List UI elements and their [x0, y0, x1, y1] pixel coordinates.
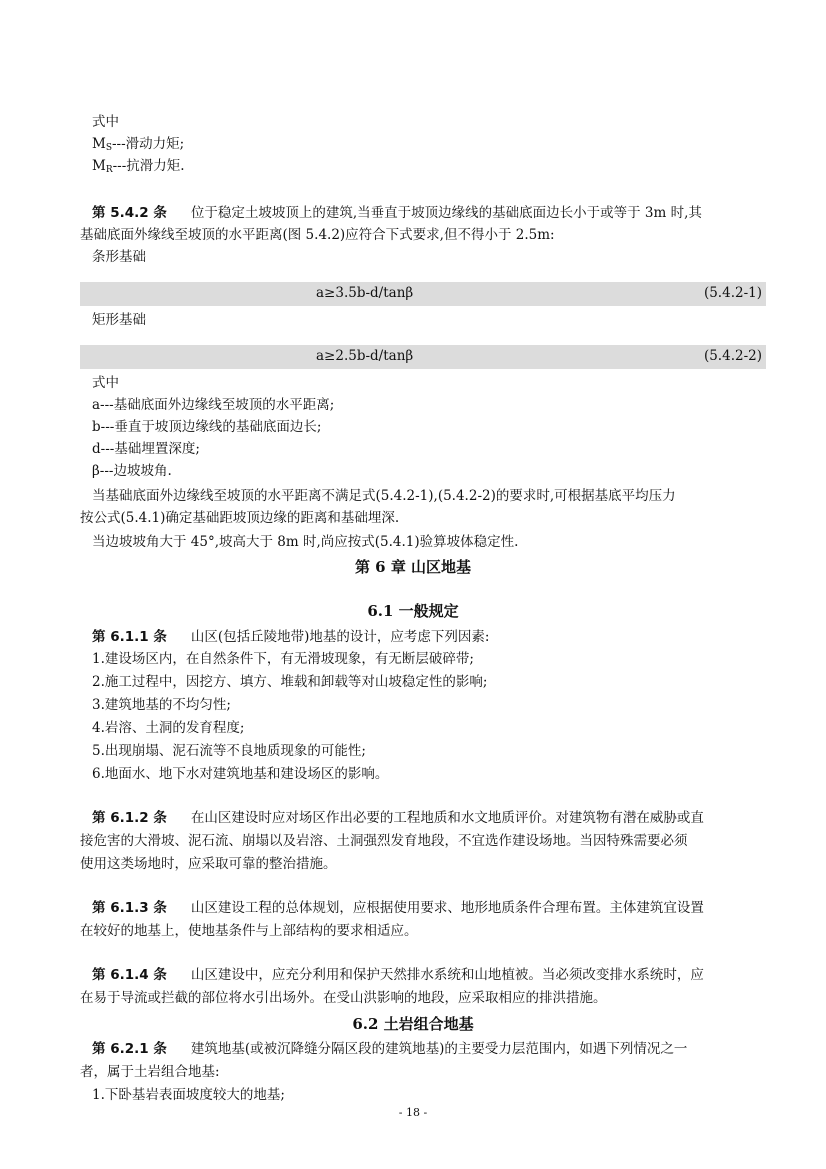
article-text: 山区建设工程的总体规划，应根据使用要求、地形地质条件合理布置。主体建筑宜设置: [190, 900, 704, 916]
article-5-4-2-line1: [92, 204, 702, 222]
article-6-1-2-line1: [92, 809, 704, 827]
article-text: 建筑地基(或被沉降缝分隔区段的建筑地基)的主要受力层范围内，如遇下列情况之一: [190, 1041, 688, 1057]
list-item: 1.下卧基岩表面坡度较大的地基;: [92, 1087, 285, 1103]
article-6-1-2-line3: 使用这类场地时，应采取可靠的整治措施。: [80, 856, 337, 872]
subscript: S: [105, 143, 112, 153]
article-label: 第 6.2.1 条: [92, 1041, 167, 1057]
article-6-2-1-line1: [92, 1040, 687, 1058]
article-6-1-4-line1: [92, 966, 704, 984]
article-6-1-2-line2: 接危害的大滑坡、泥石流、崩塌以及岩溶、土洞强烈发育地段，不宜选作建设场地。当因特殊需要必须: [80, 833, 688, 849]
article-text: 位于稳定土坡坡顶上的建筑,当垂直于坡顶边缘线的基础底面边长小于或等于 3m 时,其: [190, 205, 702, 221]
article-text: 山区(包括丘陵地带)地基的设计，应考虑下列因素:: [190, 629, 490, 645]
article-label: 第 6.1.4 条: [92, 967, 167, 983]
symbol: M: [92, 136, 106, 152]
list-item: 2.施工过程中，因挖方、填方、堆载和卸载等对山坡稳定性的影响;: [92, 674, 488, 690]
symbol: M: [92, 158, 106, 174]
article-5-4-2-line2: 基础底面外缘线至坡顶的水平距离(图 5.4.2)应符合下式要求,但不得小于 2.5m:: [80, 227, 555, 243]
equation-number: (5.4.2-2): [703, 348, 762, 364]
variable-ms: [92, 135, 184, 157]
subscript: R: [105, 165, 113, 175]
equation-5-4-2-2: [80, 345, 766, 369]
where-label-2: 式中: [92, 375, 119, 391]
definition: ---抗滑力矩.: [112, 158, 185, 174]
list-item: 4.岩溶、土洞的发育程度;: [92, 720, 245, 736]
list-item: 6.地面水、地下水对建筑地基和建设场区的影响。: [92, 766, 389, 782]
variable-d: d---基础埋置深度;: [92, 441, 200, 457]
formula: a≥3.5b-d/tanβ: [316, 285, 414, 301]
article-6-1-3-line2: 在较好的地基上，使地基条件与上部结构的要求相适应。: [80, 923, 418, 939]
article-label: 第 6.1.3 条: [92, 900, 167, 916]
article-6-1-4-line2: 在易于导流或拦截的部位将水引出场外。在受山洪影响的地段，应采取相应的排洪措施。: [80, 990, 607, 1006]
article-6-1-3-line1: [92, 899, 704, 917]
variable-a: a---基础底面外边缘线至坡顶的水平距离;: [92, 397, 335, 413]
rect-foundation-label: 矩形基础: [92, 312, 146, 328]
article-label: 第 5.4.2 条: [92, 205, 167, 221]
list-item: 3.建筑地基的不均匀性;: [92, 697, 231, 713]
section-6-1-title: 6.1 一般规定: [367, 602, 459, 620]
paragraph-1-line1: 当基础底面外边缘线至坡顶的水平距离不满足式(5.4.2-1),(5.4.2-2)的要求时,可根据基底平均压力: [92, 488, 676, 504]
list-item: 5.出现崩塌、泥石流等不良地质现象的可能性;: [92, 743, 366, 759]
list-item: 1.建设场区内，在自然条件下，有无滑坡现象，有无断层破碎带;: [92, 651, 474, 667]
paragraph-1-line2: 按公式(5.4.1)确定基础距坡顶边缘的距离和基础埋深.: [80, 510, 400, 526]
article-text: 山区建设中，应充分利用和保护天然排水系统和山地植被。当必须改变排水系统时，应: [190, 967, 704, 983]
article-label: 第 6.1.1 条: [92, 629, 167, 645]
section-6-2-title: 6.2 土岩组合地基: [352, 1015, 474, 1033]
definition: ---滑动力矩;: [112, 136, 185, 152]
page-number: - 18 -: [398, 1106, 428, 1119]
variable-b: b---垂直于坡顶边缘线的基础底面边长;: [92, 419, 322, 435]
article-label: 第 6.1.2 条: [92, 810, 167, 826]
formula: a≥2.5b-d/tanβ: [316, 348, 414, 364]
where-label: 式中: [92, 114, 119, 130]
variable-mr: [92, 157, 185, 179]
equation-number: (5.4.2-1): [703, 285, 762, 301]
strip-foundation-label: 条形基础: [92, 249, 146, 265]
chapter-title: 第 6 章 山区地基: [354, 558, 472, 576]
article-6-2-1-line2: 者，属于土岩组合地基:: [80, 1064, 220, 1080]
equation-5-4-2-1: [80, 282, 766, 306]
article-6-1-1: [92, 628, 489, 646]
paragraph-2: 当边坡坡角大于 45°,坡高大于 8m 时,尚应按式(5.4.1)验算坡体稳定性.: [92, 534, 519, 550]
variable-beta: β---边坡坡角.: [92, 463, 172, 479]
article-text: 在山区建设时应对场区作出必要的工程地质和水文地质评价。对建筑物有潜在威胁或直: [190, 810, 704, 826]
